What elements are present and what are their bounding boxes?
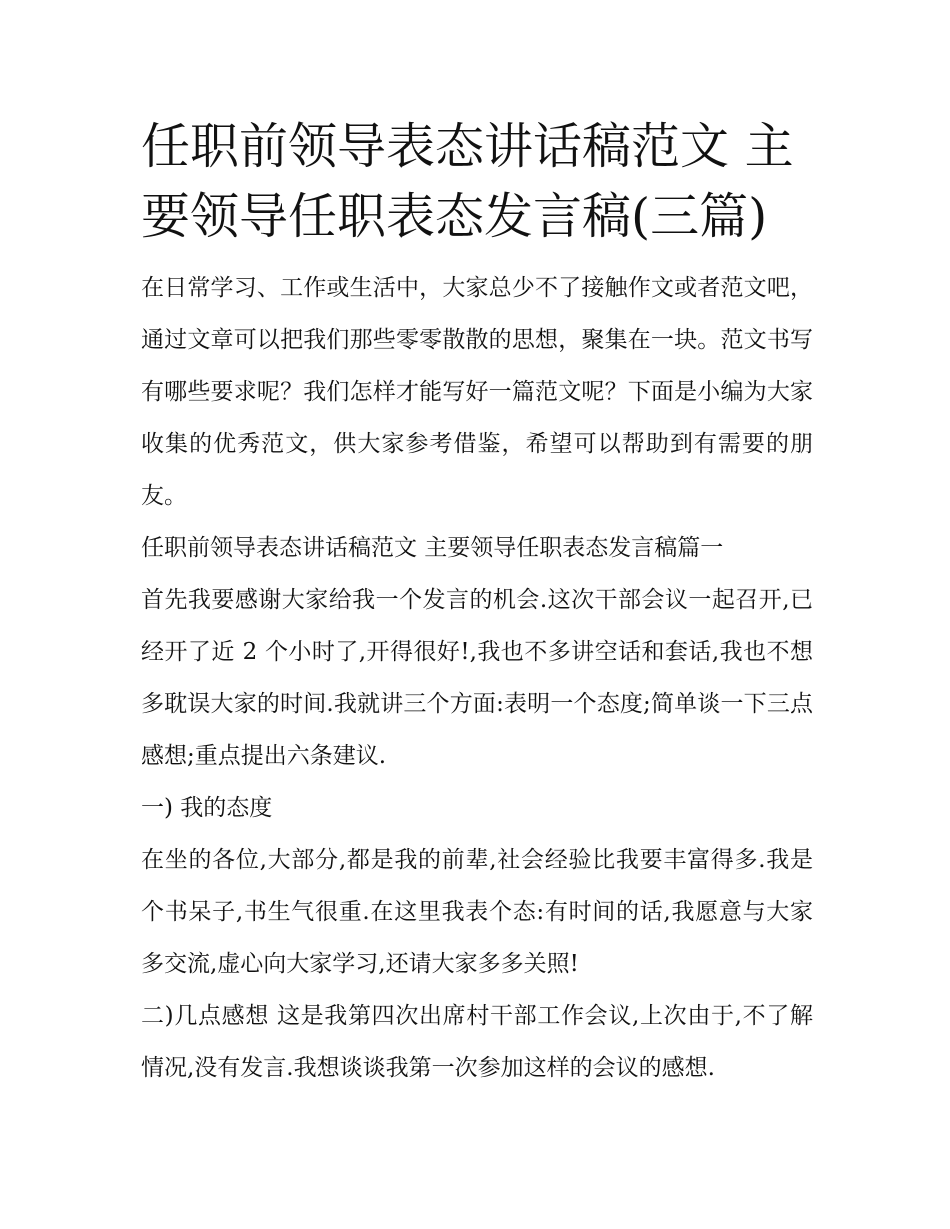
document-title: 任职前领导表态讲话稿范文 主要领导任职表态发言稿(三篇) — [141, 118, 794, 245]
subsection-heading: 一) 我的态度 — [141, 795, 273, 821]
body-paragraph: 二)几点感想 这是我第四次出席村干部工作会议,上次由于,不了解情况,没有发言.我想谈谈我第一次参加这样的会议的感想. — [141, 1003, 813, 1081]
body-paragraph: 首先我要感谢大家给我一个发言的机会.这次干部会议一起召开,已经开了近 2 个小时了,开得很好!,我也不多讲空话和套话,我也不想多耽误大家的时间.我就讲三个方面:表明一个态度;简单谈一下三点感想;重点提出六条建议. — [141, 587, 813, 769]
body-paragraph: 在坐的各位,大部分,都是我的前辈,社会经验比我要丰富得多.我是个书呆子,书生气很重.在这里我表个态:有时间的话,我愿意与大家多交流,虚心向大家学习,还请大家多多关照! — [141, 847, 813, 977]
intro-paragraph: 在日常学习、工作或生活中，大家总少不了接触作文或者范文吧，通过文章可以把我们那些零零散散的思想，聚集在一块。范文书写有哪些要求呢？我们怎样才能写好一篇范文呢？下面是小编为大家收集的优秀范文，供大家参考借鉴，希望可以帮助到有需要的朋友。 — [141, 275, 813, 509]
section-heading: 任职前领导表态讲话稿范文 主要领导任职表态发言稿篇一 — [141, 535, 724, 561]
document-page — [141, 112, 813, 1094]
